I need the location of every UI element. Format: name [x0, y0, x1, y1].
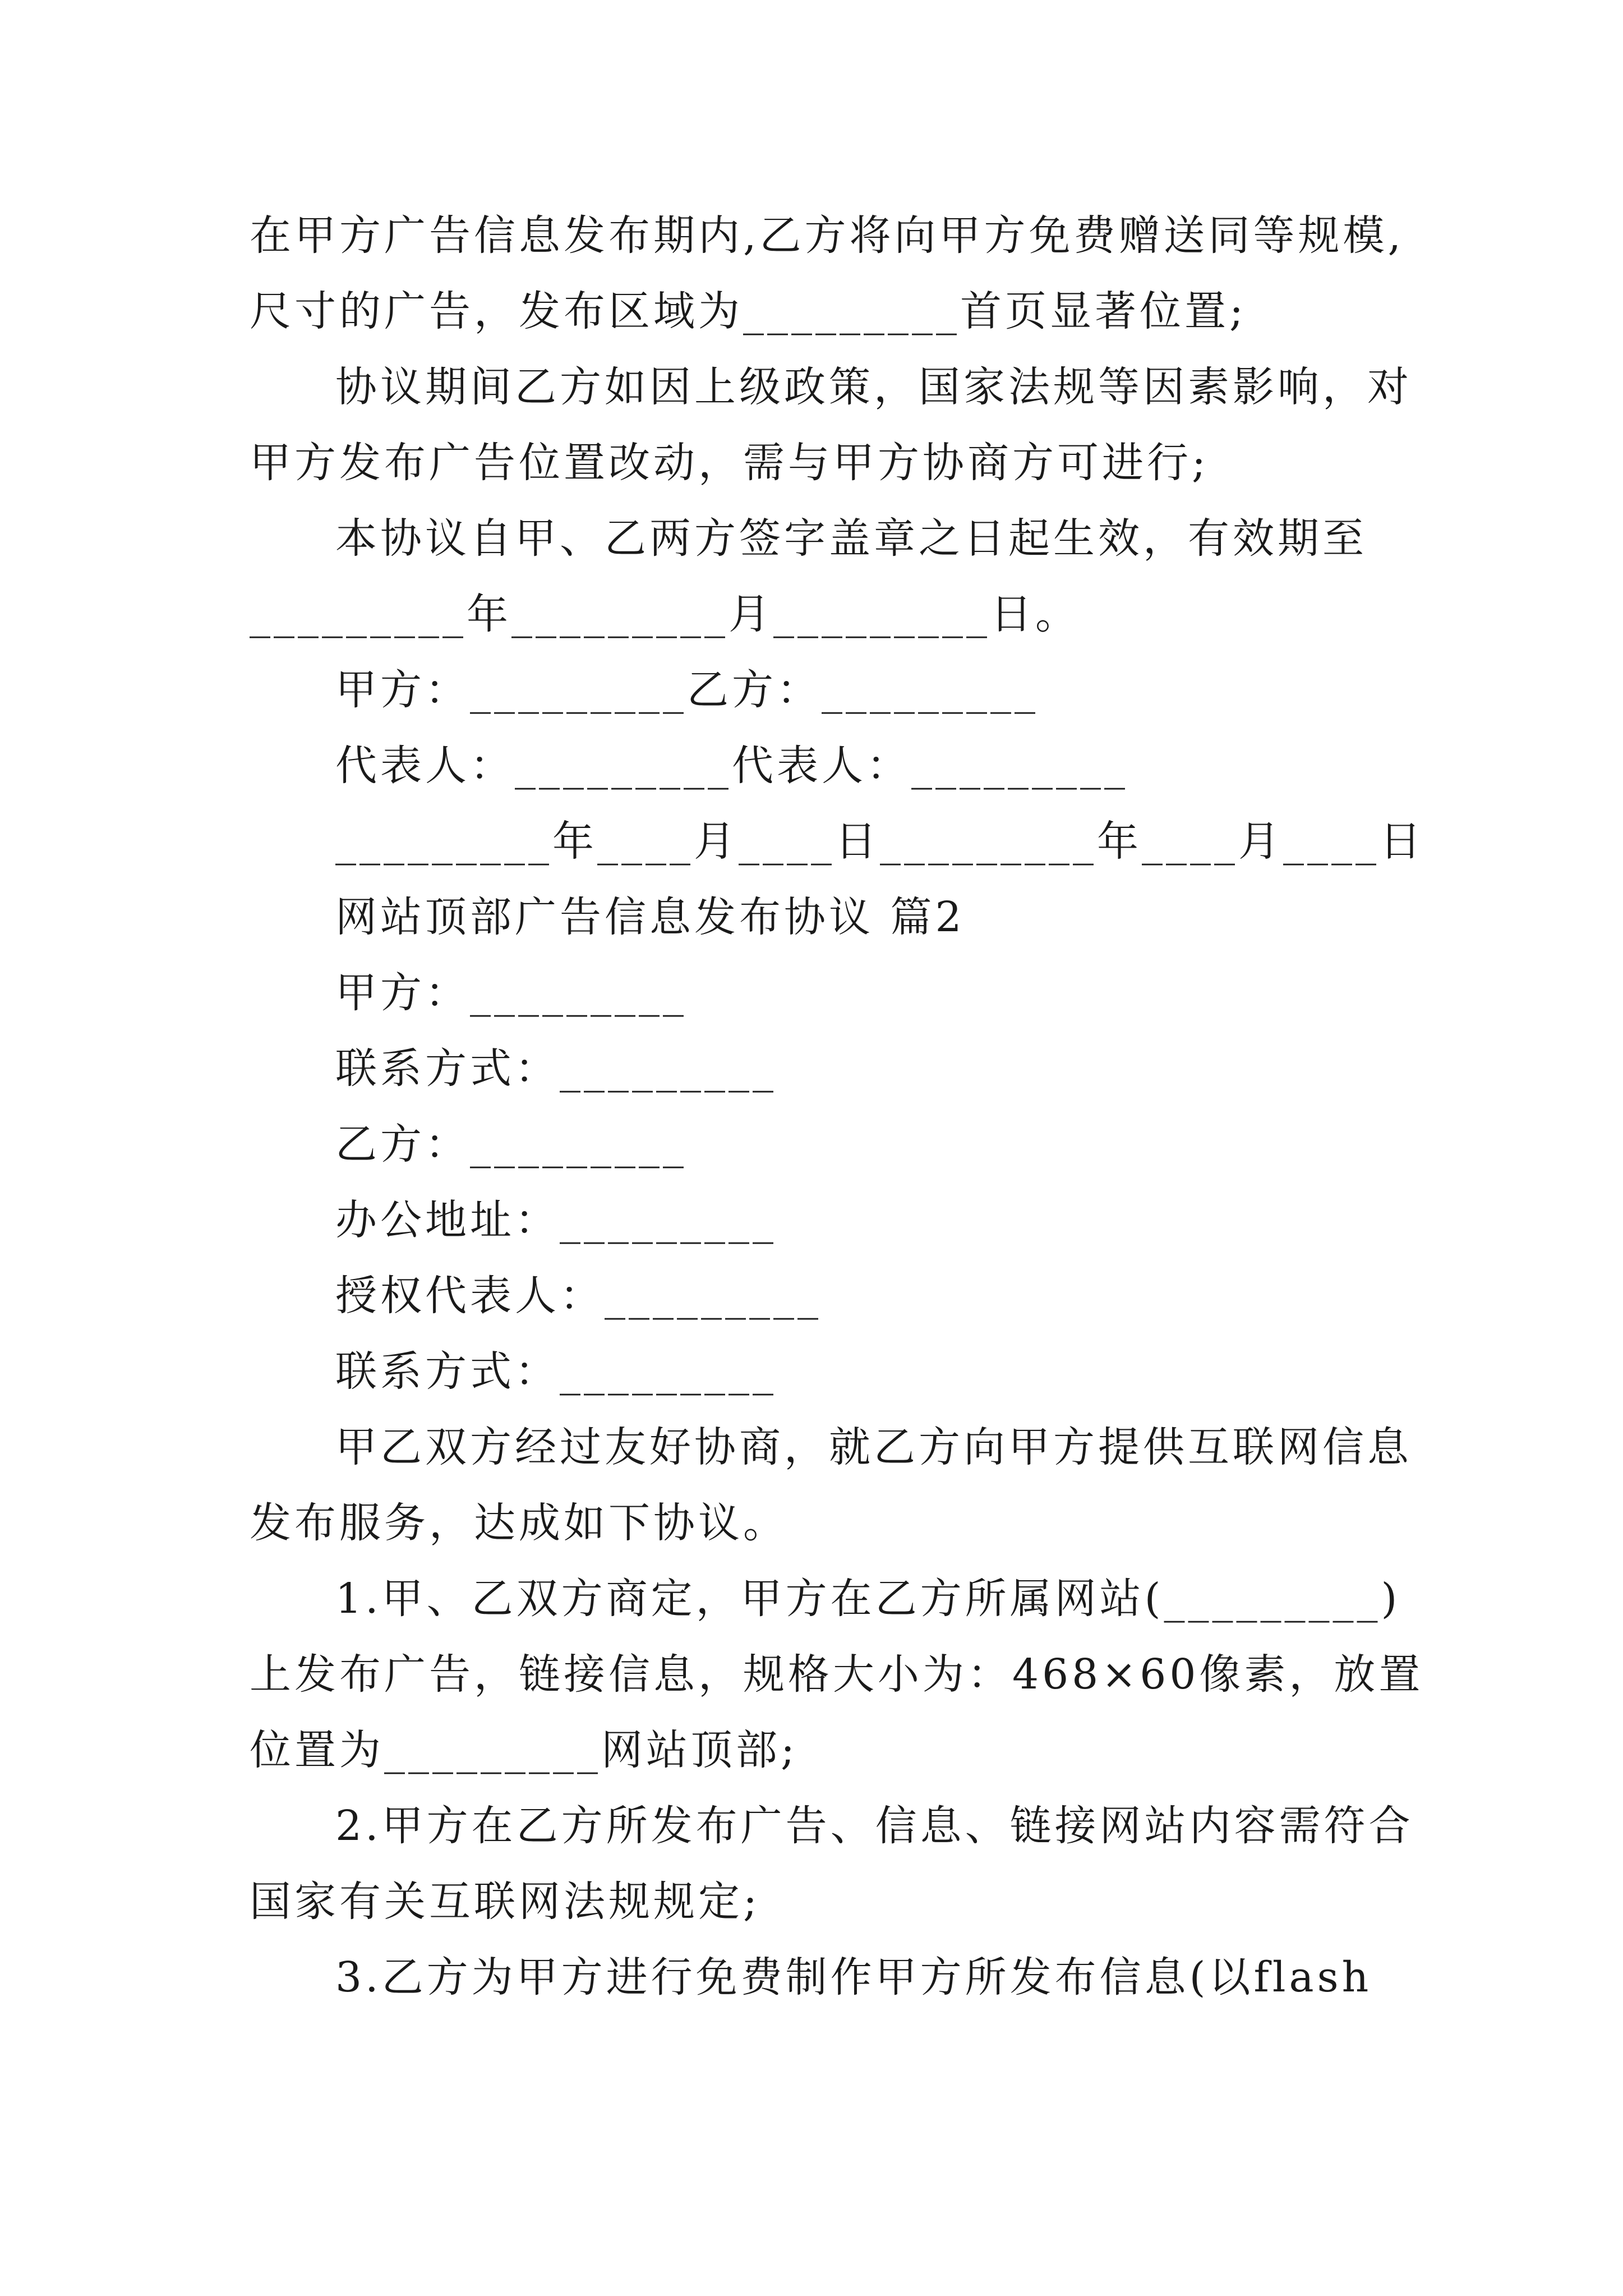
office-address-field: 办公地址：_________ [335, 1196, 777, 1244]
clause-2-line: 国家有关互联网法规规定; [250, 1878, 760, 1926]
party-b-field: 乙方：_________ [335, 1120, 687, 1168]
paragraph-line: 在甲方广告信息发布期内,乙方将向甲方免费赠送同等规模, [250, 211, 1405, 260]
clause-1-line: 上发布广告，链接信息，规格大小为：468×60像素，放置 [250, 1650, 1424, 1699]
clause-2-line: 2.甲方在乙方所发布广告、信息、链接网站内容需符合 [335, 1802, 1414, 1850]
paragraph-line: 本协议自甲、乙两方签字盖章之日起生效，有效期至 [335, 514, 1367, 563]
date-blank-line: _________年_________月_________日。 [250, 590, 1080, 638]
section-heading: 网站顶部广告信息发布协议 篇2 [335, 893, 965, 941]
paragraph-line: 发布服务，达成如下协议。 [250, 1499, 788, 1547]
paragraph-line: 尺寸的广告，发布区域为_________首页显著位置; [250, 287, 1247, 335]
contact-field: 联系方式：_________ [335, 1347, 777, 1396]
clause-1-line: 位置为_________网站顶部; [250, 1726, 798, 1774]
contact-field: 联系方式：_________ [335, 1045, 777, 1093]
signature-date-line: _________年____月____日_________年____月____日 [335, 817, 1424, 866]
paragraph-line: 协议期间乙方如因上级政策，国家法规等因素影响，对 [335, 363, 1412, 411]
paragraph-line: 甲方发布广告位置改动，需与甲方协商方可进行; [250, 439, 1209, 487]
clause-3-line: 3.乙方为甲方进行免费制作甲方所发布信息(以flash [335, 1953, 1372, 2001]
representative-line: 代表人：_________代表人：_________ [335, 742, 1128, 790]
party-a-field: 甲方：_________ [335, 969, 687, 1017]
clause-1-line: 1.甲、乙双方商定，甲方在乙方所属网站(_________) [335, 1575, 1401, 1623]
authorized-rep-field: 授权代表人：_________ [335, 1272, 822, 1320]
paragraph-line: 甲乙双方经过友好协商，就乙方向甲方提供互联网信息 [335, 1423, 1412, 1471]
party-signature-line: 甲方：_________乙方：_________ [335, 666, 1039, 714]
